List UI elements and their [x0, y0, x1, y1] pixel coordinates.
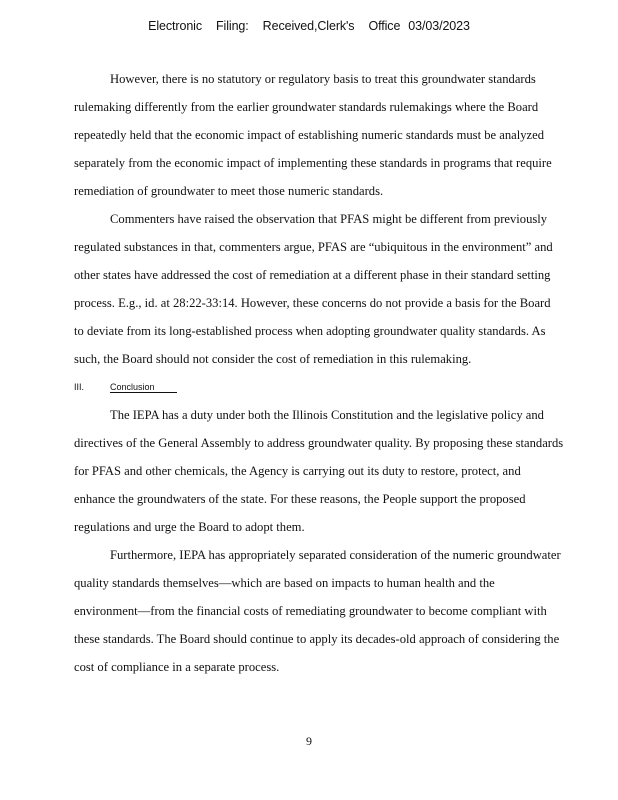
paragraph-line: Furthermore, IEPA has appropriately separated consideration of the numeric groundwater: [110, 548, 561, 562]
paragraph-line: for PFAS and other chemicals, the Agency is carrying out its duty to restore, protect, and: [74, 464, 521, 478]
section-title: Conclusion: [110, 382, 177, 393]
paragraph-line: repeatedly held that the economic impact of establishing numeric standards must be analyzed: [74, 128, 545, 142]
paragraph-line: directives of the General Assembly to address groundwater quality. By proposing these standards: [74, 436, 564, 450]
paragraph-line: remediation of groundwater to meet those numeric standards.: [74, 184, 384, 198]
paragraph-line: regulations and urge the Board to adopt them.: [74, 520, 305, 534]
paragraph-line: cost of compliance in a separate process.: [74, 660, 280, 674]
header-filing: Filing:: [216, 19, 249, 33]
paragraph-line: separately from the economic impact of implementing these standards in programs that require: [74, 156, 552, 170]
header-electronic: Electronic: [148, 19, 203, 33]
paragraph-line: to deviate from its long-established process when adopting groundwater quality standards. As: [74, 324, 546, 338]
paragraph-line: such, the Board should not consider the cost of remediation in this rulemaking.: [74, 352, 472, 366]
paragraph-line: enhance the groundwaters of the state. For these reasons, the People support the proposed: [74, 492, 526, 506]
filing-stamp-header: [0, 19, 618, 33]
paragraph-line: quality standards themselves—which are based on impacts to human health and the: [74, 576, 495, 590]
document-body: [74, 65, 604, 681]
paragraph-line: Commenters have raised the observation that PFAS might be different from previously: [110, 212, 548, 226]
section-number: III.: [74, 382, 85, 392]
paragraph-line: regulated substances in that, commenters argue, PFAS are “ubiquitous in the environment” and: [74, 240, 553, 254]
section-heading: [74, 373, 604, 401]
paragraph-line: environment—from the financial costs of remediating groundwater to become compliant with: [74, 604, 547, 618]
paragraph-line: these standards. The Board should continue to apply its decades-old approach of considering the: [74, 632, 560, 646]
paragraph-line: rulemaking differently from the earlier groundwater standards rulemakings where the Board: [74, 100, 539, 114]
page-number: 9: [306, 734, 312, 748]
paragraph-line: The IEPA has a duty under both the Illinois Constitution and the legislative policy and: [110, 408, 544, 422]
header-office: Office: [368, 19, 401, 33]
paragraph-line: However, there is no statutory or regulatory basis to treat this groundwater standards: [110, 72, 536, 86]
paragraph-line: process. E.g., id. at 28:22-33:14. However, these concerns do not provide a basis for the Board: [74, 296, 551, 310]
paragraph-line: other states have addressed the cost of remediation at a different phase in their standard setting: [74, 268, 551, 282]
header-date: 03/03/2023: [408, 19, 470, 33]
header-received-clerks: Received,Clerk's: [262, 19, 355, 33]
